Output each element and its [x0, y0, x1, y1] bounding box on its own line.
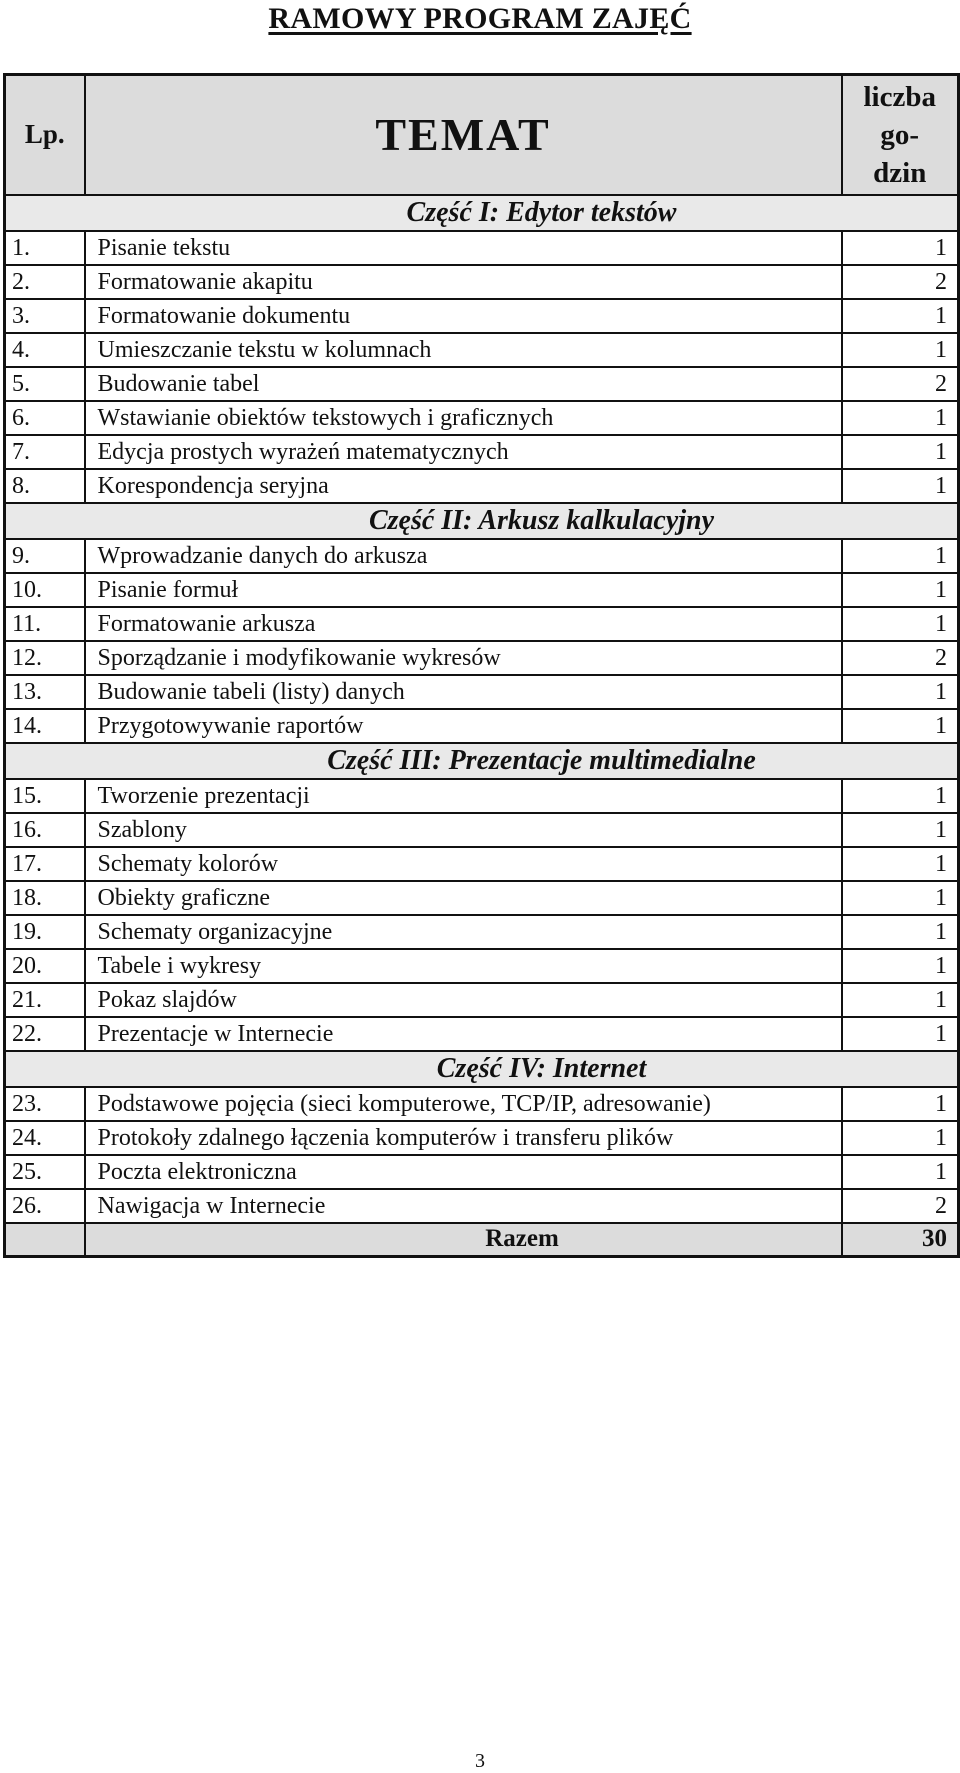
section-title: Część I: Edytor tekstów [5, 195, 959, 231]
lp-cell: 2. [5, 265, 85, 299]
lp-cell: 21. [5, 983, 85, 1017]
lp-cell: 18. [5, 881, 85, 915]
hours-cell: 1 [842, 469, 959, 503]
hours-cell: 1 [842, 607, 959, 641]
total-value: 30 [842, 1223, 959, 1257]
table-row [5, 675, 959, 709]
table-row [5, 779, 959, 813]
lp-cell: 10. [5, 573, 85, 607]
lp-cell: 3. [5, 299, 85, 333]
topic-cell: Tabele i wykresy [85, 949, 842, 983]
header-hours [842, 75, 959, 195]
lp-cell: 13. [5, 675, 85, 709]
table-row [5, 539, 959, 573]
hours-cell: 1 [842, 847, 959, 881]
lp-cell: 19. [5, 915, 85, 949]
table-row [5, 881, 959, 915]
section-title: Część III: Prezentacje multimedialne [5, 743, 959, 779]
topic-cell: Pokaz slajdów [85, 983, 842, 1017]
topic-cell: Wprowadzanie danych do arkusza [85, 539, 842, 573]
table-row [5, 469, 959, 503]
hours-cell: 1 [842, 1121, 959, 1155]
table-row [5, 1189, 959, 1223]
section-row [5, 195, 959, 231]
topic-cell: Pisanie formuł [85, 573, 842, 607]
total-label: Razem [85, 1223, 842, 1257]
hours-cell: 1 [842, 813, 959, 847]
header-hours-line: dzin [873, 156, 927, 189]
table-row [5, 813, 959, 847]
page-number: 3 [475, 1750, 485, 1772]
topic-cell: Formatowanie dokumentu [85, 299, 842, 333]
table-row [5, 1087, 959, 1121]
lp-cell: 22. [5, 1017, 85, 1051]
topic-cell: Poczta elektroniczna [85, 1155, 842, 1189]
table-row [5, 983, 959, 1017]
hours-cell: 1 [842, 949, 959, 983]
hours-cell: 1 [842, 231, 959, 265]
hours-cell: 2 [842, 1189, 959, 1223]
hours-cell: 1 [842, 333, 959, 367]
lp-cell: 14. [5, 709, 85, 743]
header-lp: Lp. [5, 75, 85, 195]
lp-cell: 26. [5, 1189, 85, 1223]
table-row [5, 641, 959, 675]
topic-cell: Podstawowe pojęcia (sieci komputerowe, TCP/IP, adresowanie) [85, 1087, 842, 1121]
hours-cell: 1 [842, 881, 959, 915]
table-row [5, 709, 959, 743]
lp-cell: 16. [5, 813, 85, 847]
hours-cell: 1 [842, 299, 959, 333]
hours-cell: 2 [842, 367, 959, 401]
topic-cell: Pisanie tekstu [85, 231, 842, 265]
lp-cell: 24. [5, 1121, 85, 1155]
hours-cell: 1 [842, 983, 959, 1017]
topic-cell: Budowanie tabeli (listy) danych [85, 675, 842, 709]
header-topic: TEMAT [85, 75, 842, 195]
topic-cell: Sporządzanie i modyfikowanie wykresów [85, 641, 842, 675]
program-table [3, 73, 960, 1258]
lp-cell: 20. [5, 949, 85, 983]
section-title: Część IV: Internet [5, 1051, 959, 1087]
hours-cell: 1 [842, 1155, 959, 1189]
lp-cell: 9. [5, 539, 85, 573]
section-row [5, 1051, 959, 1087]
hours-cell: 1 [842, 1087, 959, 1121]
total-lp-cell [5, 1223, 85, 1257]
topic-cell: Formatowanie akapitu [85, 265, 842, 299]
lp-cell: 25. [5, 1155, 85, 1189]
lp-cell: 23. [5, 1087, 85, 1121]
lp-cell: 6. [5, 401, 85, 435]
hours-cell: 1 [842, 779, 959, 813]
hours-cell: 2 [842, 641, 959, 675]
table-row [5, 1121, 959, 1155]
table-header-row [5, 75, 959, 195]
topic-cell: Prezentacje w Internecie [85, 1017, 842, 1051]
topic-cell: Budowanie tabel [85, 367, 842, 401]
table-row [5, 401, 959, 435]
table-row [5, 847, 959, 881]
table-row [5, 915, 959, 949]
table-row [5, 299, 959, 333]
lp-cell: 15. [5, 779, 85, 813]
topic-cell: Formatowanie arkusza [85, 607, 842, 641]
table-row [5, 435, 959, 469]
hours-cell: 1 [842, 573, 959, 607]
topic-cell: Schematy kolorów [85, 847, 842, 881]
page-title: RAMOWY PROGRAM ZAJĘĆ [268, 2, 692, 35]
hours-cell: 1 [842, 539, 959, 573]
hours-cell: 1 [842, 435, 959, 469]
topic-cell: Wstawianie obiektów tekstowych i graficznych [85, 401, 842, 435]
header-hours-line: liczba [863, 80, 936, 113]
section-row [5, 743, 959, 779]
topic-cell: Schematy organizacyjne [85, 915, 842, 949]
hours-cell: 1 [842, 709, 959, 743]
topic-cell: Edycja prostych wyrażeń matematycznych [85, 435, 842, 469]
lp-cell: 1. [5, 231, 85, 265]
table-row [5, 333, 959, 367]
lp-cell: 8. [5, 469, 85, 503]
lp-cell: 7. [5, 435, 85, 469]
table-row [5, 231, 959, 265]
topic-cell: Szablony [85, 813, 842, 847]
table-row [5, 949, 959, 983]
hours-cell: 1 [842, 401, 959, 435]
table-row [5, 607, 959, 641]
lp-cell: 11. [5, 607, 85, 641]
table-row [5, 1155, 959, 1189]
topic-cell: Korespondencja seryjna [85, 469, 842, 503]
program-table-body [5, 195, 959, 1223]
lp-cell: 12. [5, 641, 85, 675]
hours-cell: 2 [842, 265, 959, 299]
topic-cell: Umieszczanie tekstu w kolumnach [85, 333, 842, 367]
lp-cell: 5. [5, 367, 85, 401]
hours-cell: 1 [842, 1017, 959, 1051]
header-hours-line: go- [880, 118, 920, 151]
table-row [5, 265, 959, 299]
section-row [5, 503, 959, 539]
table-row [5, 1017, 959, 1051]
topic-cell: Przygotowywanie raportów [85, 709, 842, 743]
topic-cell: Nawigacja w Internecie [85, 1189, 842, 1223]
lp-cell: 4. [5, 333, 85, 367]
lp-cell: 17. [5, 847, 85, 881]
total-row [5, 1223, 959, 1257]
hours-cell: 1 [842, 675, 959, 709]
table-row [5, 573, 959, 607]
topic-cell: Protokoły zdalnego łączenia komputerów i transferu plików [85, 1121, 842, 1155]
section-title: Część II: Arkusz kalkulacyjny [5, 503, 959, 539]
topic-cell: Obiekty graficzne [85, 881, 842, 915]
hours-cell: 1 [842, 915, 959, 949]
table-row [5, 367, 959, 401]
topic-cell: Tworzenie prezentacji [85, 779, 842, 813]
